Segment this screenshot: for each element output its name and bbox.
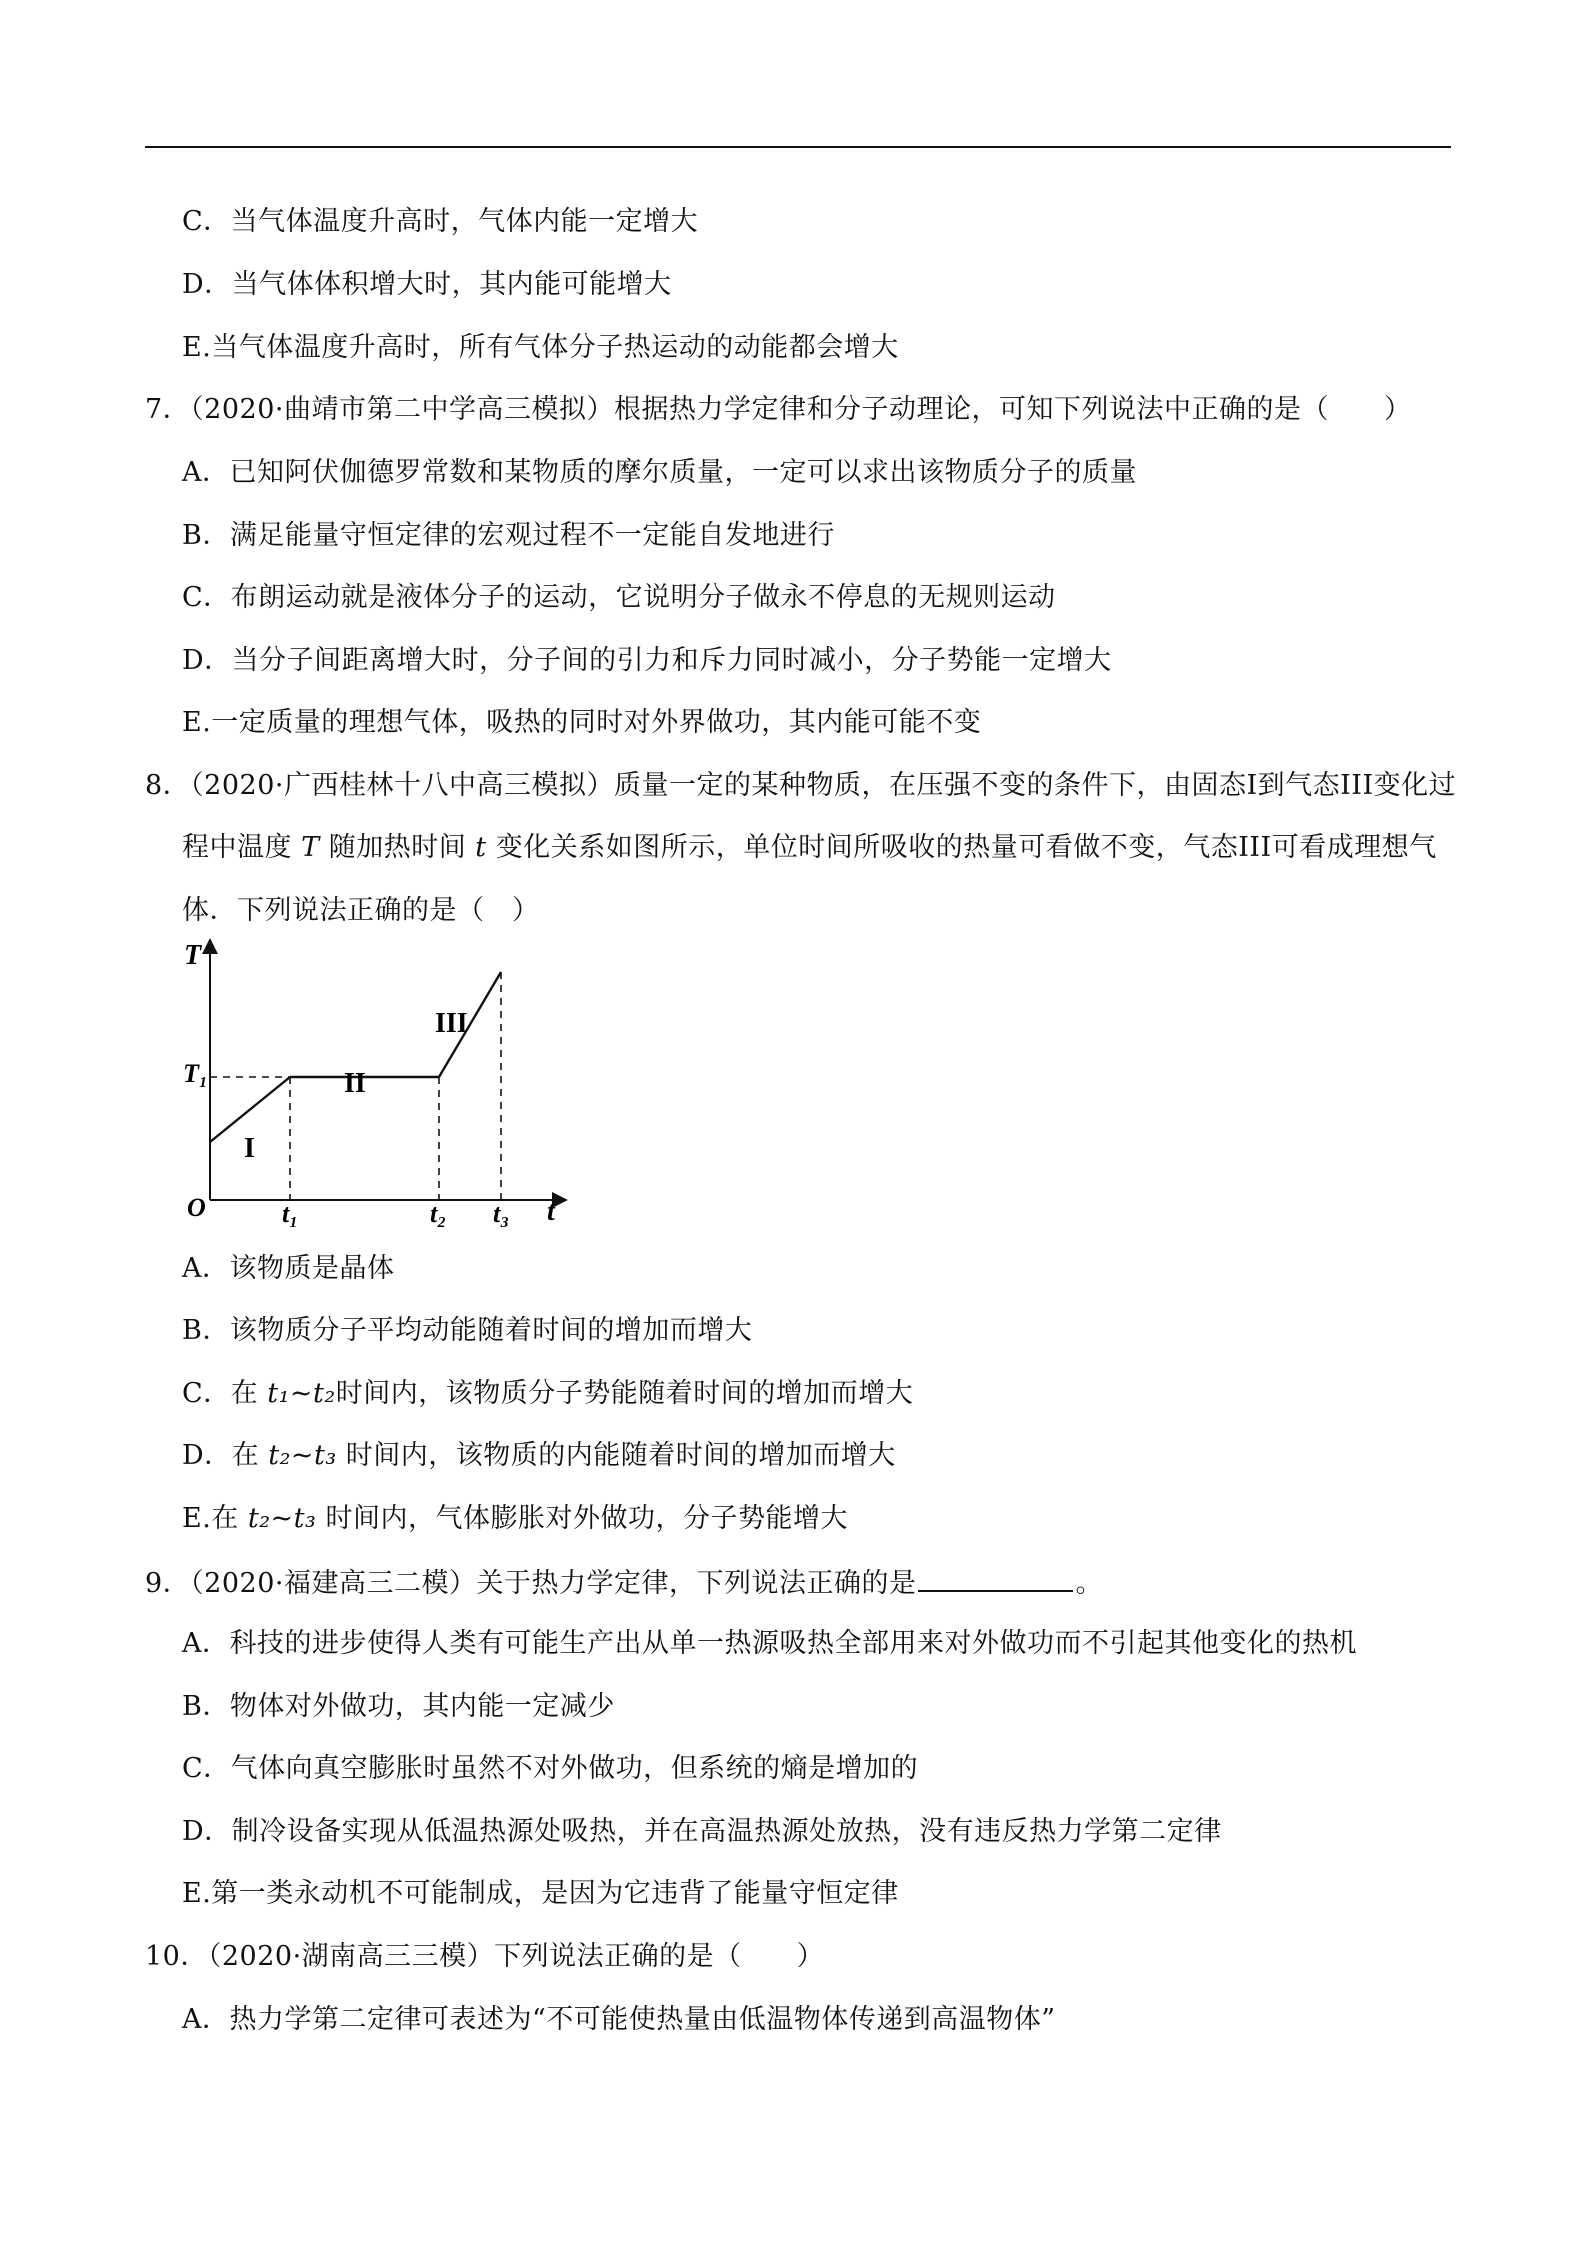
- range-t2-t3: t₂~t₃: [247, 1503, 317, 1534]
- answer-blank[interactable]: [918, 1564, 1073, 1592]
- segment-label-i: I: [244, 1133, 255, 1164]
- q9-option-a: A．科技的进步使得人类有可能生产出从单一热源吸热全部用来对外做功而不引起其他变化的热机: [182, 1628, 1357, 1659]
- q7-option-a: A．已知阿伏伽德罗常数和某物质的摩尔质量，一定可以求出该物质分子的质量: [182, 457, 1137, 488]
- x-tick-label-t2: t₂: [430, 1199, 447, 1228]
- range-t2-t3: t₂~t₃: [268, 1440, 337, 1471]
- q9-option-e: E.第一类永动机不可能制成，是因为它违背了能量守恒定律: [182, 1878, 899, 1909]
- q7-option-d: D．当分子间距离增大时，分子间的引力和斥力同时减小，分子势能一定增大: [182, 645, 1112, 676]
- range-t1-t2: t₁~t₂: [267, 1378, 336, 1409]
- x-tick-label-t3: t₃: [493, 1199, 510, 1228]
- q10-option-a: A．热力学第二定律可表述为“不可能使热量由低温物体传递到高温物体”: [182, 2004, 1056, 2035]
- q6-option-e: E.当气体温度升高时，所有气体分子热运动的动能都会增大: [182, 332, 899, 363]
- q8-stem-line2: 程中温度 T 随加热时间 t 变化关系如图所示，单位时间所吸收的热量可看做不变，气态III可看成理想气: [182, 832, 1437, 863]
- origin-label: O: [187, 1193, 206, 1222]
- q8-stem-line1: 8．（2020·广西桂林十八中高三模拟）质量一定的某种物质，在压强不变的条件下，由固态I到气态III变化过: [145, 770, 1457, 801]
- q9-option-b: B．物体对外做功，其内能一定减少: [182, 1691, 615, 1722]
- y-axis-label: T: [184, 940, 202, 971]
- var-t: t: [475, 832, 487, 863]
- q8-option-a: A．该物质是晶体: [182, 1253, 395, 1284]
- x-axis-label: t: [547, 1196, 555, 1227]
- q7-option-e: E.一定质量的理想气体，吸热的同时对外界做功，其内能可能不变: [182, 707, 982, 738]
- q8-option-d: D．在 t₂~t₃ 时间内，该物质的内能随着时间的增加而增大: [182, 1440, 896, 1471]
- q6-option-c: C．当气体温度升高时，气体内能一定增大: [182, 206, 699, 237]
- header-rule: [145, 146, 1451, 148]
- var-T: T: [301, 832, 320, 863]
- segment-label-ii: II: [344, 1068, 366, 1099]
- q7-option-c: C．布朗运动就是液体分子的运动，它说明分子做永不停息的无规则运动: [182, 582, 1056, 613]
- q9-option-d: D．制冷设备实现从低温热源处吸热，并在高温热源处放热，没有违反热力学第二定律: [182, 1816, 1222, 1847]
- temperature-time-chart: [180, 930, 580, 1230]
- q7-option-b: B．满足能量守恒定律的宏观过程不一定能自发地进行: [182, 520, 835, 551]
- q8-option-b: B．该物质分子平均动能随着时间的增加而增大: [182, 1315, 753, 1346]
- q6-option-d: D．当气体体积增大时，其内能可能增大: [182, 269, 672, 300]
- x-tick-label-t1: t₁: [282, 1199, 299, 1228]
- q8-option-c: C．在 t₁~t₂时间内，该物质分子势能随着时间的增加而增大: [182, 1378, 914, 1409]
- q9-stem: 9．（2020·福建高三二模）关于热力学定律，下列说法正确的是 。: [145, 1564, 1103, 1602]
- q10-stem: 10．（2020·湖南高三三模）下列说法正确的是（ ）: [145, 1941, 825, 1972]
- y-tick-label-t1: T₁: [183, 1059, 208, 1088]
- q7-stem: 7．（2020·曲靖市第二中学高三模拟）根据热力学定律和分子动理论，可知下列说法中正确的是（ ）: [145, 394, 1412, 425]
- q9-option-c: C．气体向真空膨胀时虽然不对外做功，但系统的熵是增加的: [182, 1753, 919, 1784]
- q8-option-e: E.在 t₂~t₃ 时间内，气体膨胀对外做功，分子势能增大: [182, 1503, 848, 1534]
- segment-label-iii: III: [435, 1008, 468, 1039]
- q8-stem-line3: 体．下列说法正确的是（ ）: [182, 895, 540, 926]
